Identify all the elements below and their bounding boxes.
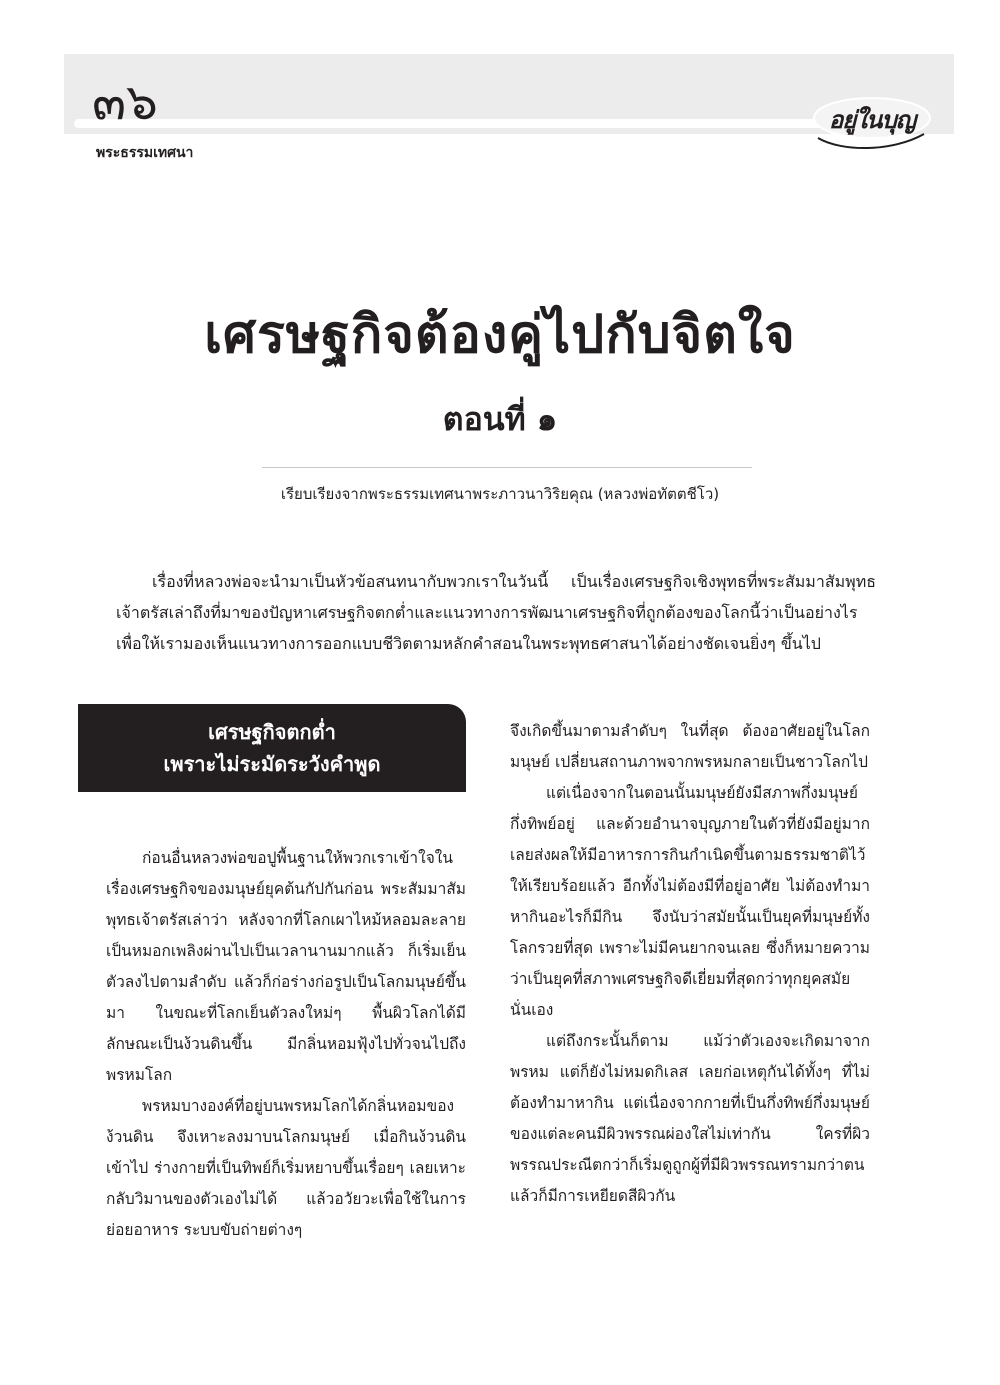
left-column [106, 843, 466, 1246]
right-paragraph-2: แต่เนื่องจากในตอนนั้นมนุษย์ยังมีสภาพกึ่งมนุษย์กึ่งทิพย์อยู่ และด้วยอำนาจบุญภายในตัวที่ยังมีอยู่มาก เลยส่งผลให้มีอาหารการกินกำเนิดขึ้นตามธรรมชาติไว้ให้เรียบร้อยแล้ว อีกทั้งไม่ต้องมีที่อยู่อาศัย ไม่ต้องทำมาหากินอะไรก็มีกิน จึงนับว่าสมัยนั้นเป็นยุคที่มนุษย์ทั้งโลกรวยที่สุด เพราะไม่มีคนยากจนเลย ซึ่งก็หมายความว่าเป็นยุคที่สภาพเศรษฐกิจดีเยี่ยมที่สุดกว่าทุกยุคสมัยนั่นเอง [510, 784, 870, 1019]
section-heading-line-1: เศรษฐกิจตกต่ำ [208, 720, 336, 744]
logo-text: อยู่ในบุญ [828, 106, 916, 134]
left-paragraph-1: ก่อนอื่นหลวงพ่อขอปูพื้นฐานให้พวกเราเข้าใจในเรื่องเศรษฐกิจของมนุษย์ยุคต้นกัปกันก่อน พระสัมมาสัมพุทธเจ้าตรัสเล่าว่า หลังจากที่โลกเผาไหม้หลอมละลายเป็นหมอกเพลิงผ่านไปเป็นเวลานานมากแล้ว ก็เริ่มเย็นตัวลงไปตามลำดับ แล้วก็ก่อร่างก่อรูปเป็นโลกมนุษย์ขึ้นมา ในขณะที่โลกเย็นตัวลงใหม่ๆ พื้นผิวโลกได้มีลักษณะเป็นง้วนดินขึ้น มีกลิ่นหอมฟุ้งไปทั่วจนไปถึงพรหมโลก [106, 849, 466, 1084]
article-title: เศรษฐกิจต้องคู่ไปกับจิตใจ [204, 305, 796, 365]
header-rule [74, 119, 874, 128]
page-number: ๓๖ [92, 73, 158, 131]
section-label: พระธรรมเทศนา [96, 145, 194, 161]
section-heading-box [78, 704, 466, 792]
article-byline: เรียบเรียงจากพระธรรมเทศนาพระภาวนาวิริยคุณ (หลวงพ่อทัตตชีโว) [280, 485, 720, 503]
right-paragraph-3: แต่ถึงกระนั้นก็ตาม แม้ว่าตัวเองจะเกิดมาจากพรหม แต่ก็ยังไม่หมดกิเลส เลยก่อเหตุกันได้ทั้งๆ ที่ไม่ต้องทำมาหากิน แต่เนื่องจากกายที่เป็นกึ่งทิพย์กึ่งมนุษย์ของแต่ละคนมีผิวพรรณผ่องใสไม่เท่ากัน ใครที่ผิวพรรณประณีตกว่าก็เริ่มดูถูกผู้ที่มีผิวพรรณทรามกว่าตน แล้วก็มีการเหยียดสีผิวกัน [510, 1032, 870, 1205]
article-episode: ตอนที่ ๑ [442, 400, 558, 438]
section-heading-line-2: เพราะไม่ระมัดระวังคำพูด [163, 752, 381, 776]
right-paragraph-1: จึงเกิดขึ้นมาตามลำดับๆ ในที่สุด ต้องอาศัยอยู่ในโลกมนุษย์ เปลี่ยนสถานภาพจากพรหมกลายเป็นชาวโลกไป [510, 722, 870, 771]
right-column [510, 716, 870, 1212]
byline-divider [262, 467, 752, 468]
magazine-logo [812, 94, 932, 154]
left-paragraph-2: พรหมบางองค์ที่อยู่บนพรหมโลกได้กลิ่นหอมของง้วนดิน จึงเหาะลงมาบนโลกมนุษย์ เมื่อกินง้วนดินเข้าไป ร่างกายที่เป็นทิพย์ก็เริ่มหยาบขึ้นเรื่อยๆ เลยเหาะกลับวิมานของตัวเองไม่ได้ แล้วอวัยวะเพื่อใช้ในการย่อยอาหาร ระบบขับถ่ายต่างๆ [106, 1097, 466, 1239]
article-intro: เรื่องที่หลวงพ่อจะนำมาเป็นหัวข้อสนทนากับพวกเราในวันนี้ เป็นเรื่องเศรษฐกิจเชิงพุทธที่พระสัมมาสัมพุทธเจ้าตรัสเล่าถึงที่มาของปัญหาเศรษฐกิจตกต่ำและแนวทางการพัฒนาเศรษฐกิจที่ถูกต้องของโลกนี้ว่าเป็นอย่างไร เพื่อให้เรามองเห็นแนวทางการออกแบบชีวิตตามหลักคำสอนในพระพุทธศาสนาได้อย่างชัดเจนยิ่งๆ ขึ้นไป [116, 572, 876, 653]
